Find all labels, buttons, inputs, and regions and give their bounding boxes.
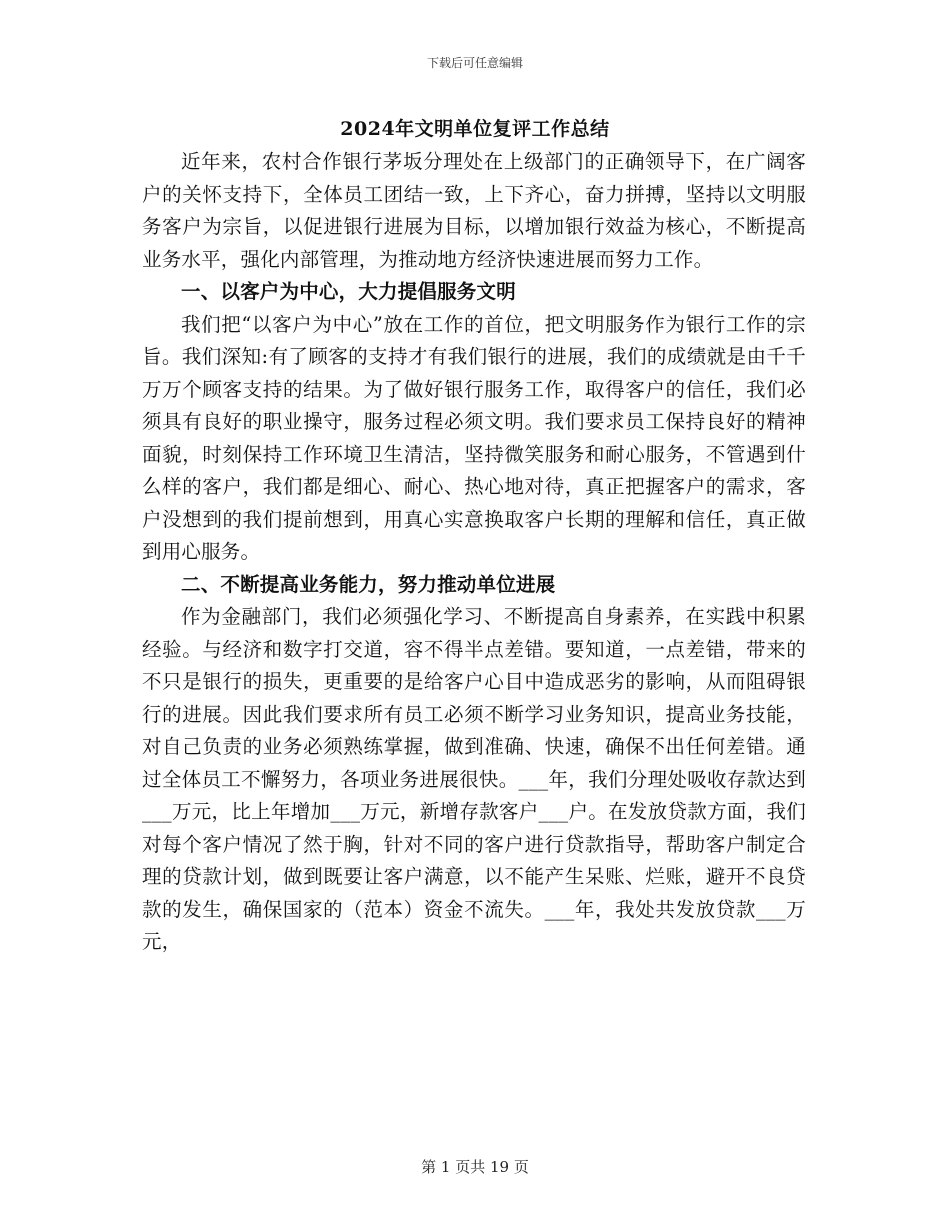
section-heading-1: 一、以客户为中心，大力提倡服务文明	[181, 280, 516, 303]
document-body	[142, 146, 806, 959]
header-note: 下载后可任意编辑	[426, 56, 523, 70]
section-paragraph-2: 作为金融部门，我们必须强化学习、不断提高自身素养，在实践中积累经验。与经济和数字打交道，容不得半点差错。要知道，一点差错，带来的不只是银行的损失，更重要的是给客户心目中造成恶劣的影响，从而阻碍银行的进展。因此我们要求所有员工必须不断学习业务知识，提高业务技能，对自己负责的业务必须熟练掌握，做到准确、快速，确保不出任何差错。通过全体员工不懈努力，各项业务进展很快。___年，我们分理处吸收存款达到___万元，比上年增加___万元，新增存款客户___户。在发放贷款方面，我们对每个客户情况了然于胸，针对不同的客户进行贷款指导，帮助客户制定合理的贷款计划，做到既要让客户满意，以不能产生呆账、烂账，避开不良贷款的发生，确保国家的（范本）资金不流失。___年，我处共发放贷款___万元，	[142, 605, 806, 953]
section-paragraph-1: 我们把“以客户为中心”放在工作的首位，把文明服务作为银行工作的宗旨。我们深知:有了顾客的支持才有我们银行的进展，我们的成绩就是由千千万万个顾客支持的结果。为了做好银行服务工作，取得客户的信任，我们必须具有良好的职业操守，服务过程必须文明。我们要求员工保持良好的精神面貌，时刻保持工作环境卫生清洁，坚持微笑服务和耐心服务，不管遇到什么样的客户，我们都是细心、耐心、热心地对待，真正把握客户的需求，客户没想到的我们提前想到，用真心实意换取客户长期的理解和信任，真正做到用心服务。	[142, 312, 806, 563]
document-title: 2024年文明单位复评工作总结	[340, 118, 610, 140]
section-heading-2: 二、不断提高业务能力，努力推动单位进展	[181, 572, 556, 596]
page-number: 第 1 页共 19 页	[421, 1158, 529, 1176]
intro-paragraph: 近年来，农村合作银行茅坂分理处在上级部门的正确领导下，在广阔客户的关怀支持下，全体员工团结一致，上下齐心，奋力拼搏，坚持以文明服务客户为宗旨，以促进银行进展为目标，以增加银行效益为核心，不断提高业务水平，强化内部管理，为推动地方经济快速进展而努力工作。	[142, 150, 806, 271]
